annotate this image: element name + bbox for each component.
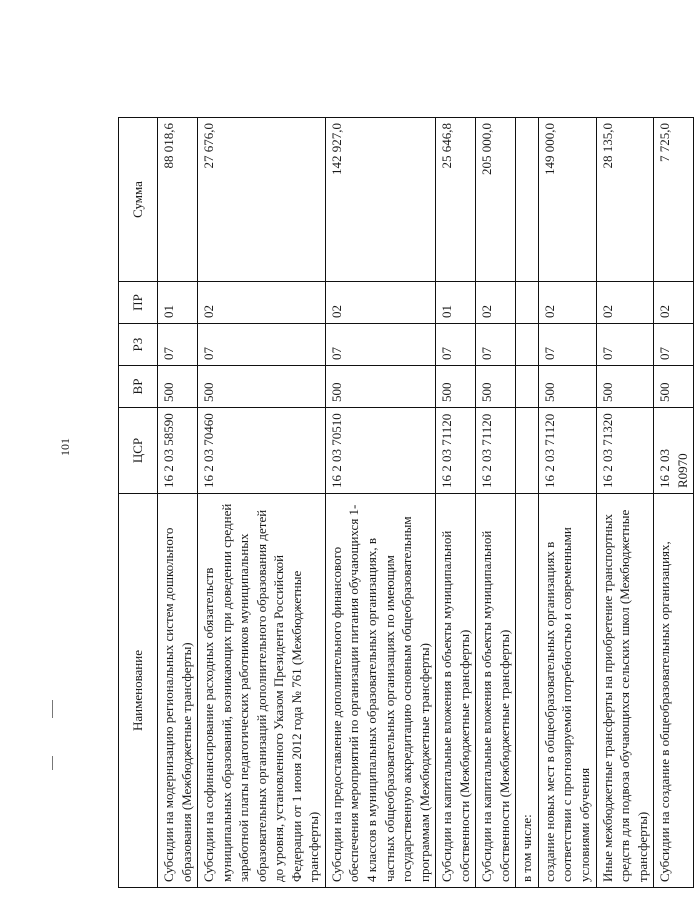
cell-rz: 07 (158, 324, 198, 366)
cell-rz: 07 (436, 324, 476, 366)
page-number: 101 (58, 438, 72, 456)
cell-name: Субсидии на предоставление дополнительного финансового обеспечения мероприятий по организации питания обучающихся 1-4 классов в муниципальных образовательных организациях, в частных общеобразовательных организациях по имеющим государственную аккредитацию основным общеобразовательным программам (Межбюджетные трансферты) (325, 494, 435, 888)
cell-csr: 16 2 03 71320 (596, 408, 654, 494)
table-row (476, 118, 516, 888)
cell-name: Иные межбюджетные трансферты на приобретение транспортных средств для подвоза обучающихся сельских школ (Межбюджетные трансферты) (596, 494, 654, 888)
cell-name: Субсидии на капитальные вложения в объекты муниципальной собственности (Межбюджетные трансферты) (436, 494, 476, 888)
cell-name: Субсидии на капитальные вложения в объекты муниципальной собственности (Межбюджетные трансферты) (476, 494, 516, 888)
header-rz: РЗ (119, 324, 158, 366)
cell-name: создание новых мест в общеобразовательных организациях в соответствии с прогнозируемой потребностью и современными условиями обучения (538, 494, 596, 888)
cell-vr: 500 (538, 366, 596, 408)
budget-table-rotated (118, 118, 690, 888)
cell-vr: 500 (158, 366, 198, 408)
cell-rz: 07 (654, 324, 694, 366)
cell-pr (516, 282, 539, 324)
cell-rz: 07 (596, 324, 654, 366)
cell-sum: 88 018,6 (158, 118, 198, 282)
cell-rz: 07 (198, 324, 326, 366)
cell-csr: 16 2 03 70510 (325, 408, 435, 494)
header-name: Наименование (119, 494, 158, 888)
table-row (325, 118, 435, 888)
table-row (158, 118, 198, 888)
margin-mark (52, 700, 53, 718)
cell-sum: 149 000,0 (538, 118, 596, 282)
cell-csr: 16 2 03 70460 (198, 408, 326, 494)
cell-vr (516, 366, 539, 408)
table-row (538, 118, 596, 888)
cell-sum: 7 725,0 (654, 118, 694, 282)
cell-name: Субсидии на создание в общеобразовательных организациях, (654, 494, 694, 888)
cell-pr: 02 (198, 282, 326, 324)
cell-pr: 02 (596, 282, 654, 324)
cell-sum (516, 118, 539, 282)
cell-csr: 16 2 03 71120 (436, 408, 476, 494)
cell-csr: 16 2 03 R0970 (654, 408, 694, 494)
cell-pr: 01 (158, 282, 198, 324)
cell-vr: 500 (325, 366, 435, 408)
cell-pr: 02 (538, 282, 596, 324)
header-csr: ЦСР (119, 408, 158, 494)
margin-mark (52, 756, 53, 770)
cell-rz: 07 (538, 324, 596, 366)
cell-sum: 27 676,0 (198, 118, 326, 282)
table-row (654, 118, 694, 888)
cell-sum: 142 927,0 (325, 118, 435, 282)
cell-vr: 500 (198, 366, 326, 408)
cell-name: Субсидии на софинансирование расходных обязательств муниципальных образований, возникающих при доведении средней заработной платы педагогических работников муниципальных образовательных организаций дополнительного образования детей до уровня, установленного Указом Президента Российской Федерации от 1 июня 2012 года № 761 (Межбюджетные трансферты) (198, 494, 326, 888)
header-pr: ПР (119, 282, 158, 324)
cell-sum: 28 135,0 (596, 118, 654, 282)
cell-csr: 16 2 03 71120 (476, 408, 516, 494)
cell-csr: 16 2 03 71120 (538, 408, 596, 494)
header-sum: Сумма (119, 118, 158, 282)
header-vr: ВР (119, 366, 158, 408)
cell-rz: 07 (476, 324, 516, 366)
cell-vr: 500 (654, 366, 694, 408)
cell-csr (516, 408, 539, 494)
cell-csr: 16 2 03 58590 (158, 408, 198, 494)
cell-rz: 07 (325, 324, 435, 366)
cell-vr: 500 (436, 366, 476, 408)
table-row (596, 118, 654, 888)
cell-vr: 500 (596, 366, 654, 408)
cell-pr: 01 (436, 282, 476, 324)
cell-name: Субсидии на модернизацию региональных систем дошкольного образования (Межбюджетные трансферты) (158, 494, 198, 888)
cell-rz (516, 324, 539, 366)
table-row (516, 118, 539, 888)
cell-name: в том числе: (516, 494, 539, 888)
cell-sum: 205 000,0 (476, 118, 516, 282)
budget-table (118, 117, 694, 888)
table-row (198, 118, 326, 888)
cell-pr: 02 (325, 282, 435, 324)
table-row (436, 118, 476, 888)
cell-sum: 25 646,8 (436, 118, 476, 282)
table-header-row (119, 118, 158, 888)
cell-vr: 500 (476, 366, 516, 408)
cell-pr: 02 (476, 282, 516, 324)
cell-pr: 02 (654, 282, 694, 324)
